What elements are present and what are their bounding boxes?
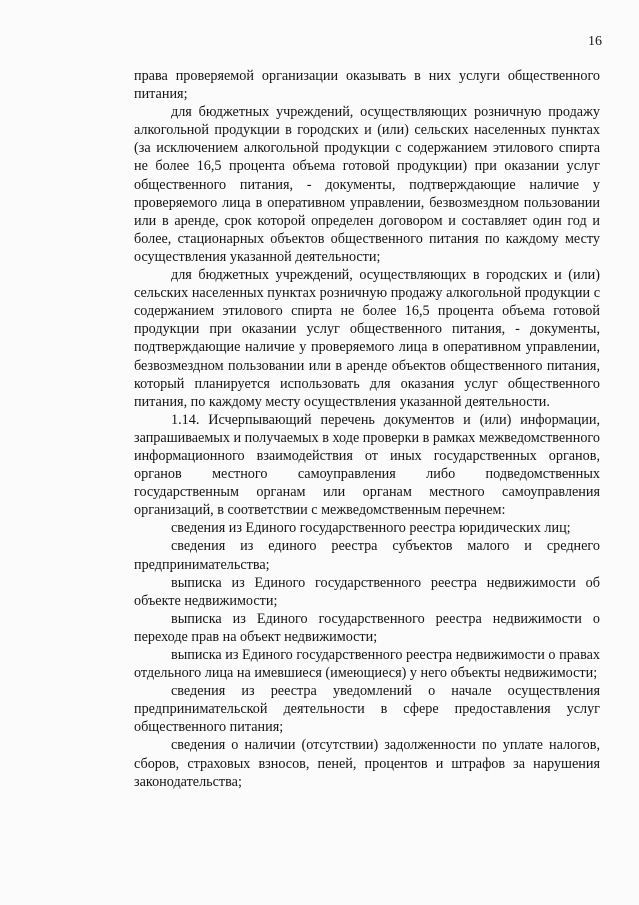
- paragraph: сведения из реестра уведомлений о начале осуществления предпринимательской деятельности в сфере предоставления услуг общественного питания;: [134, 683, 600, 736]
- paragraph: права проверяемой организации оказывать в них услуги общественного питания;: [134, 68, 600, 103]
- paragraph: для бюджетных учреждений, осуществляющих розничную продажу алкогольной продукции в городских и (или) сельских населенных пунктах (за исключением алкогольной продукции с содержанием этилового спирта не более 16,5 процента объема готовой продукции) при оказании услуг общественного питания, - документы, подтверждающие наличие у проверяемого лица в оперативном управлении, безвозмездном пользовании или в аренде, срок которой определен договором и составляет один год и более, стационарных объектов общественного питания по каждому месту осуществления указанной деятельности;: [134, 104, 600, 265]
- document-body: [134, 67, 600, 791]
- paragraph: выписка из Единого государственного реестра недвижимости об объекте недвижимости;: [134, 574, 600, 609]
- paragraph: сведения из единого реестра субъектов малого и среднего предпринимательства;: [134, 538, 600, 573]
- page-number: 16: [588, 34, 602, 49]
- paragraph: 1.14. Исчерпывающий перечень документов и (или) информации, запрашиваемых и получаемых в ходе проверки в рамках межведомственного информационного взаимодействия от иных государственных органов, органов местного самоуправления либо подведомственных государственным органам или органам местного самоуправления организаций, в соответствии с межведомственным перечнем:: [134, 411, 600, 519]
- paragraph: для бюджетных учреждений, осуществляющих в городских и (или) сельских населенных пунктах розничную продажу алкогольной продукции с содержанием этилового спирта не более 16,5 процента объема готовой продукции при оказании услуг общественного питания, - документы, подтверждающие наличие у проверяемого лица в оперативном управлении, безвозмездном пользовании или в аренде объектов общественного питания, который планируется использовать для оказания услуг общественного питания, по каждому месту осуществления указанной деятельности.: [134, 267, 600, 410]
- paragraph: выписка из Единого государственного реестра недвижимости о правах отдельного лица на имевшиеся (имеющиеся) у него объекты недвижимости;: [134, 647, 600, 682]
- paragraph: сведения о наличии (отсутствии) задолженности по уплате налогов, сборов, страховых взносов, пеней, процентов и штрафов за нарушения законодательства;: [134, 737, 600, 790]
- paragraph: выписка из Единого государственного реестра недвижимости о переходе прав на объект недвижимости;: [134, 610, 600, 645]
- paragraph: сведения из Единого государственного реестра юридических лиц;: [171, 520, 571, 537]
